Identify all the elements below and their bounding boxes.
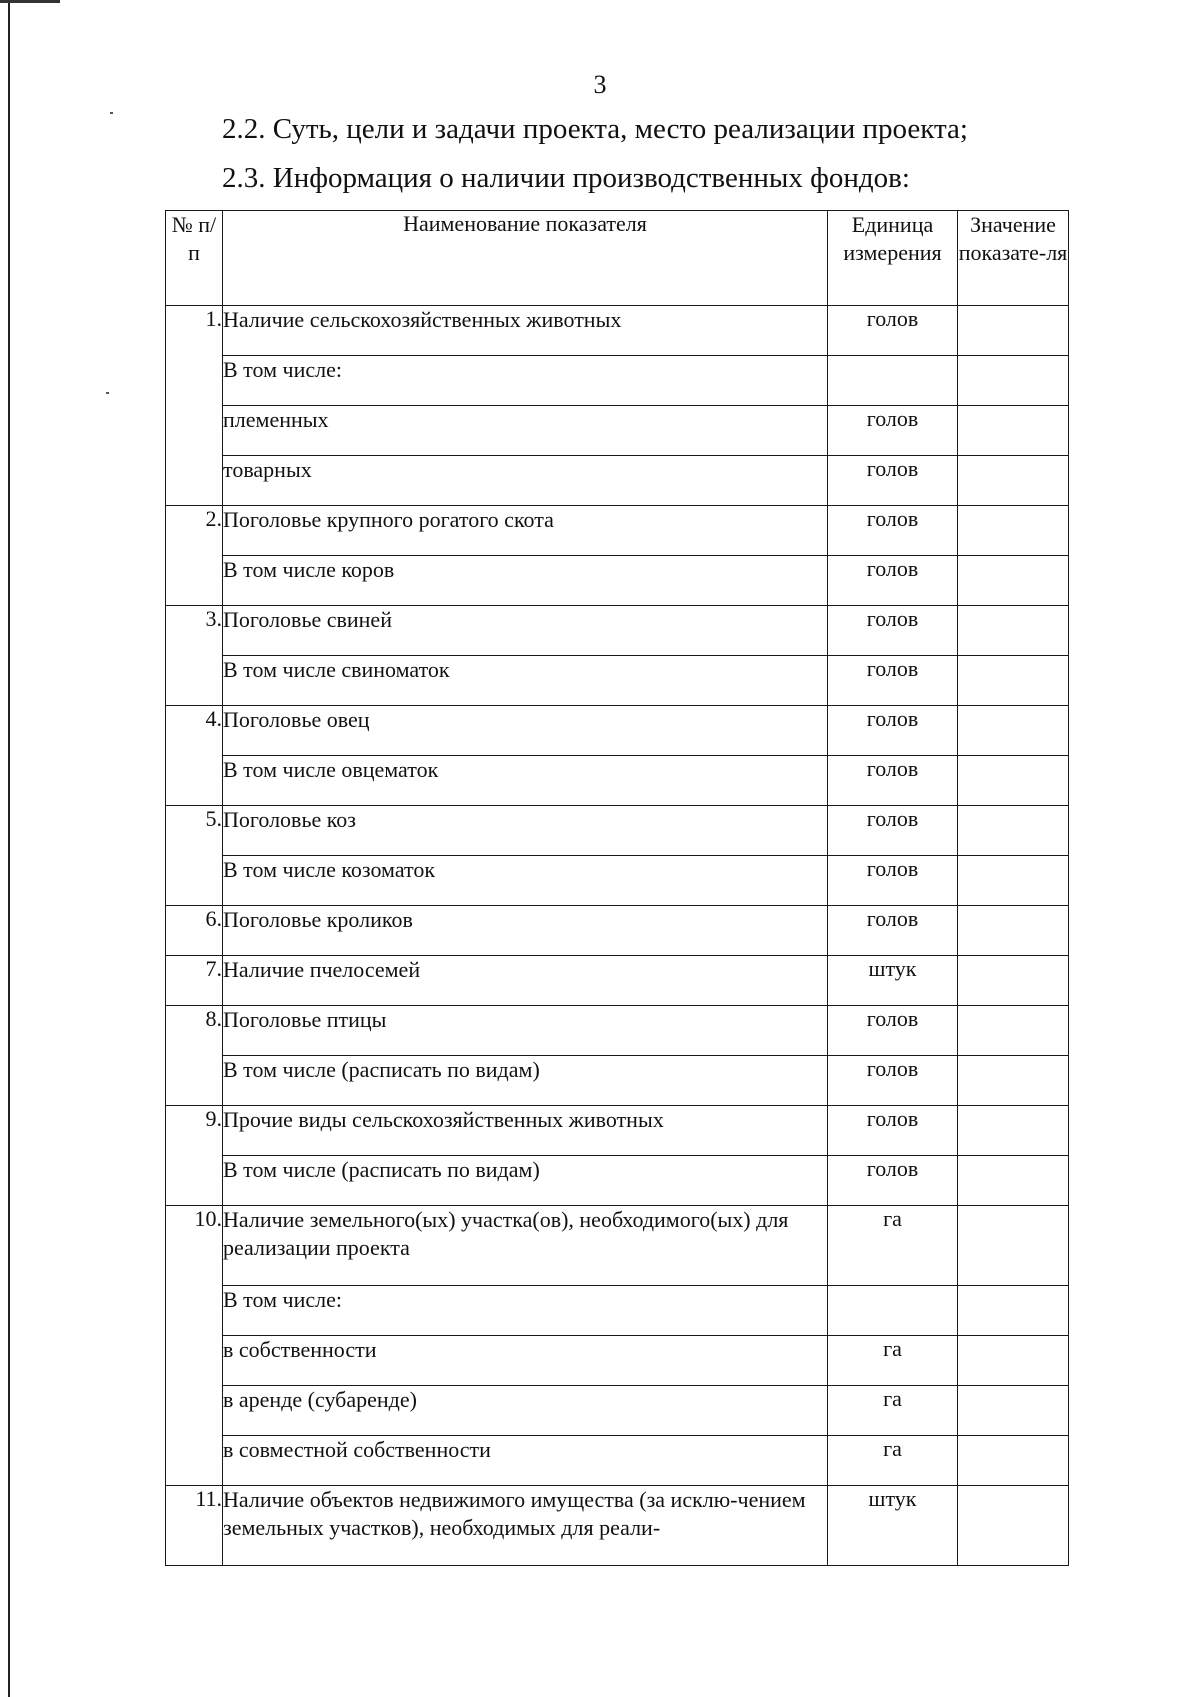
indicator-name: Наличие пчелосемей — [223, 956, 828, 1006]
indicator-value-cell[interactable] — [958, 356, 1069, 406]
indicator-value-cell[interactable] — [958, 1286, 1069, 1336]
unit-of-measure: штук — [828, 956, 958, 1006]
table-row — [166, 1436, 1069, 1486]
scan-speck — [106, 392, 109, 394]
unit-of-measure: голов — [828, 606, 958, 656]
section-heading-2-3: 2.3. Информация о наличии производственных фондов: — [222, 162, 910, 194]
row-number: 7. — [166, 956, 223, 1006]
header-value: Значение показате-ля — [958, 211, 1069, 306]
row-number — [166, 1286, 223, 1336]
indicator-name: Поголовье коз — [223, 806, 828, 856]
unit-of-measure: голов — [828, 1156, 958, 1206]
indicator-name: В том числе (расписать по видам) — [223, 1056, 828, 1106]
row-number: 1. — [166, 306, 223, 356]
indicator-name: Поголовье крупного рогатого скота — [223, 506, 828, 556]
row-number — [166, 1336, 223, 1386]
indicator-name: В том числе (расписать по видам) — [223, 1156, 828, 1206]
unit-of-measure: голов — [828, 706, 958, 756]
indicator-value-cell[interactable] — [958, 756, 1069, 806]
indicator-name: Поголовье кроликов — [223, 906, 828, 956]
unit-of-measure: голов — [828, 456, 958, 506]
table-row — [166, 1336, 1069, 1386]
unit-of-measure: голов — [828, 756, 958, 806]
row-number — [166, 856, 223, 906]
indicator-name: в собственности — [223, 1336, 828, 1386]
production-funds-table — [165, 210, 1069, 1566]
row-number: 10. — [166, 1206, 223, 1286]
indicator-value-cell[interactable] — [958, 1156, 1069, 1206]
indicator-name: племенных — [223, 406, 828, 456]
table-row — [166, 1056, 1069, 1106]
indicator-value-cell[interactable] — [958, 806, 1069, 856]
indicator-value-cell[interactable] — [958, 1206, 1069, 1286]
table-row — [166, 556, 1069, 606]
indicator-value-cell[interactable] — [958, 1006, 1069, 1056]
unit-of-measure: штук — [828, 1486, 958, 1566]
unit-of-measure: голов — [828, 506, 958, 556]
row-number — [166, 1056, 223, 1106]
indicator-name: В том числе овцематок — [223, 756, 828, 806]
table-row — [166, 406, 1069, 456]
table-row — [166, 1386, 1069, 1436]
table-row — [166, 906, 1069, 956]
table-row — [166, 456, 1069, 506]
indicator-value-cell[interactable] — [958, 956, 1069, 1006]
indicator-value-cell[interactable] — [958, 1386, 1069, 1436]
unit-of-measure: голов — [828, 406, 958, 456]
unit-of-measure: га — [828, 1386, 958, 1436]
unit-of-measure: га — [828, 1206, 958, 1286]
row-number: 9. — [166, 1106, 223, 1156]
table-row — [166, 1206, 1069, 1286]
indicator-value-cell[interactable] — [958, 906, 1069, 956]
indicator-value-cell[interactable] — [958, 1486, 1069, 1566]
unit-of-measure: голов — [828, 656, 958, 706]
table-row — [166, 1486, 1069, 1566]
indicator-name: Прочие виды сельскохозяйственных животных — [223, 1106, 828, 1156]
unit-of-measure: голов — [828, 306, 958, 356]
indicator-value-cell[interactable] — [958, 506, 1069, 556]
table-row — [166, 506, 1069, 556]
table-row — [166, 956, 1069, 1006]
unit-of-measure: голов — [828, 856, 958, 906]
unit-of-measure — [828, 1286, 958, 1336]
row-number: 11. — [166, 1486, 223, 1566]
row-number: 2. — [166, 506, 223, 556]
table-row — [166, 356, 1069, 406]
indicator-value-cell[interactable] — [958, 1336, 1069, 1386]
indicator-name: Наличие сельскохозяйственных животных — [223, 306, 828, 356]
row-number — [166, 356, 223, 406]
indicator-name: В том числе свиноматок — [223, 656, 828, 706]
table-row — [166, 856, 1069, 906]
page-number: 3 — [593, 70, 607, 99]
section-heading-2-2: 2.2. Суть, цели и задачи проекта, место реализации проекта; — [222, 113, 968, 145]
unit-of-measure: га — [828, 1336, 958, 1386]
indicator-value-cell[interactable] — [958, 656, 1069, 706]
row-number: 5. — [166, 806, 223, 856]
row-number: 4. — [166, 706, 223, 756]
indicator-name: Поголовье свиней — [223, 606, 828, 656]
indicator-name: Поголовье овец — [223, 706, 828, 756]
header-indicator-name: Наименование показателя — [223, 211, 828, 306]
row-number — [166, 406, 223, 456]
table-row — [166, 656, 1069, 706]
indicator-name: В том числе: — [223, 1286, 828, 1336]
table-row — [166, 1106, 1069, 1156]
indicator-value-cell[interactable] — [958, 556, 1069, 606]
indicator-name: в аренде (субаренде) — [223, 1386, 828, 1436]
table-row — [166, 706, 1069, 756]
indicator-value-cell[interactable] — [958, 856, 1069, 906]
unit-of-measure: голов — [828, 1106, 958, 1156]
indicator-value-cell[interactable] — [958, 706, 1069, 756]
row-number — [166, 756, 223, 806]
indicator-value-cell[interactable] — [958, 306, 1069, 356]
indicator-name: в совместной собственности — [223, 1436, 828, 1486]
indicator-value-cell[interactable] — [958, 1106, 1069, 1156]
table-row — [166, 1156, 1069, 1206]
indicator-name: Наличие объектов недвижимого имущества (за исклю-чением земельных участков), необходимых для реали- — [223, 1486, 828, 1566]
table-row — [166, 1006, 1069, 1056]
unit-of-measure: голов — [828, 806, 958, 856]
row-number — [166, 456, 223, 506]
scan-top-edge — [0, 0, 60, 3]
indicator-value-cell[interactable] — [958, 1436, 1069, 1486]
table-row — [166, 306, 1069, 356]
indicator-value-cell[interactable] — [958, 406, 1069, 456]
unit-of-measure: голов — [828, 906, 958, 956]
indicator-name: В том числе козоматок — [223, 856, 828, 906]
unit-of-measure: голов — [828, 1056, 958, 1106]
indicator-name: В том числе: — [223, 356, 828, 406]
indicator-name: товарных — [223, 456, 828, 506]
row-number: 3. — [166, 606, 223, 656]
scan-edge-line — [8, 0, 10, 1697]
table-row — [166, 756, 1069, 806]
header-unit: Единица измерения — [828, 211, 958, 306]
indicator-name: Поголовье птицы — [223, 1006, 828, 1056]
unit-of-measure: голов — [828, 556, 958, 606]
unit-of-measure: голов — [828, 1006, 958, 1056]
header-number: № п/п — [166, 211, 223, 306]
indicator-name: В том числе коров — [223, 556, 828, 606]
row-number: 6. — [166, 906, 223, 956]
table-row — [166, 806, 1069, 856]
row-number — [166, 556, 223, 606]
indicator-value-cell[interactable] — [958, 1056, 1069, 1106]
row-number — [166, 1386, 223, 1436]
table-row — [166, 606, 1069, 656]
unit-of-measure — [828, 356, 958, 406]
row-number — [166, 1436, 223, 1486]
row-number — [166, 1156, 223, 1206]
indicator-value-cell[interactable] — [958, 606, 1069, 656]
table-row — [166, 1286, 1069, 1336]
row-number: 8. — [166, 1006, 223, 1056]
scan-speck — [110, 112, 113, 114]
indicator-name: Наличие земельного(ых) участка(ов), необходимого(ых) для реализации проекта — [223, 1206, 828, 1286]
row-number — [166, 656, 223, 706]
unit-of-measure: га — [828, 1436, 958, 1486]
indicator-value-cell[interactable] — [958, 456, 1069, 506]
